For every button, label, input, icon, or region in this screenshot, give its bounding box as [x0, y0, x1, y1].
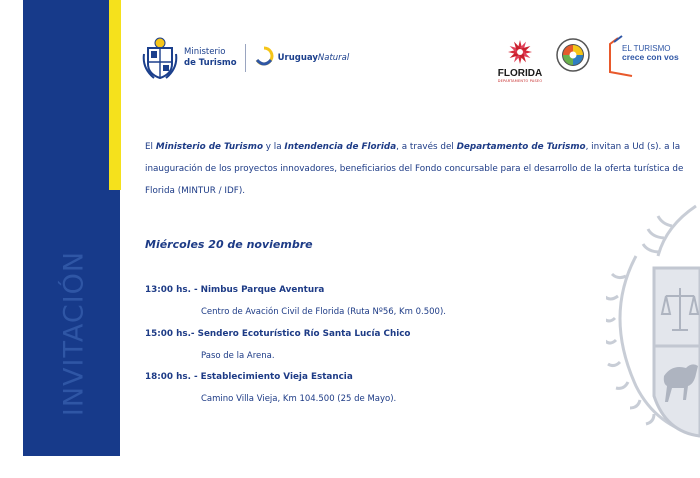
destino-circle-icon [556, 38, 590, 72]
ministerio-logo [142, 36, 349, 80]
logo-divider [245, 44, 246, 72]
invitation-label: INVITACIÓN [58, 250, 90, 417]
event-date: Miércoles 20 de noviembre [145, 238, 313, 251]
yellow-accent-strip [109, 0, 121, 190]
ministerio-name: Ministerio de Turismo [184, 47, 237, 68]
event-venue: Paso de la Arena. [201, 351, 275, 361]
uruguay-natural-brand: UruguayNatural [277, 53, 350, 63]
coat-of-arms-watermark-icon [606, 196, 700, 478]
florida-flower-icon [500, 38, 540, 66]
florida-logo: FLORIDA DEPARTAMENTO PASEO [496, 38, 544, 83]
turismo-slogan: EL TURISMO crece con vos [622, 44, 679, 62]
invitation-intro: El Ministerio de Turismo y la Intendencia de Florida, a través del Departamento de Turismo, invitan a Ud (s). a la inauguración de los proyectos innovadores, beneficiarios del Fondo concursable para el desarrollo de la oferta turística de Florida (MINTUR / IDF). [145, 142, 684, 196]
vertical-title [0, 250, 157, 417]
event-title: 18:00 hs. - Establecimiento Vieja Estancia [145, 372, 353, 382]
event-venue: Camino Villa Vieja, Km 104.500 (25 de Mayo). [201, 394, 397, 404]
coat-of-arms-icon [142, 36, 178, 80]
sun-icon [254, 46, 274, 70]
event-title: 13:00 hs. - Nimbus Parque Aventura [145, 285, 325, 295]
event-title: 15:00 hs.- Sendero Ecoturístico Río Santa Lucía Chico [145, 329, 411, 339]
event-venue: Centro de Avación Civil de Florida (Ruta Nº56, Km 0.500). [201, 307, 446, 317]
